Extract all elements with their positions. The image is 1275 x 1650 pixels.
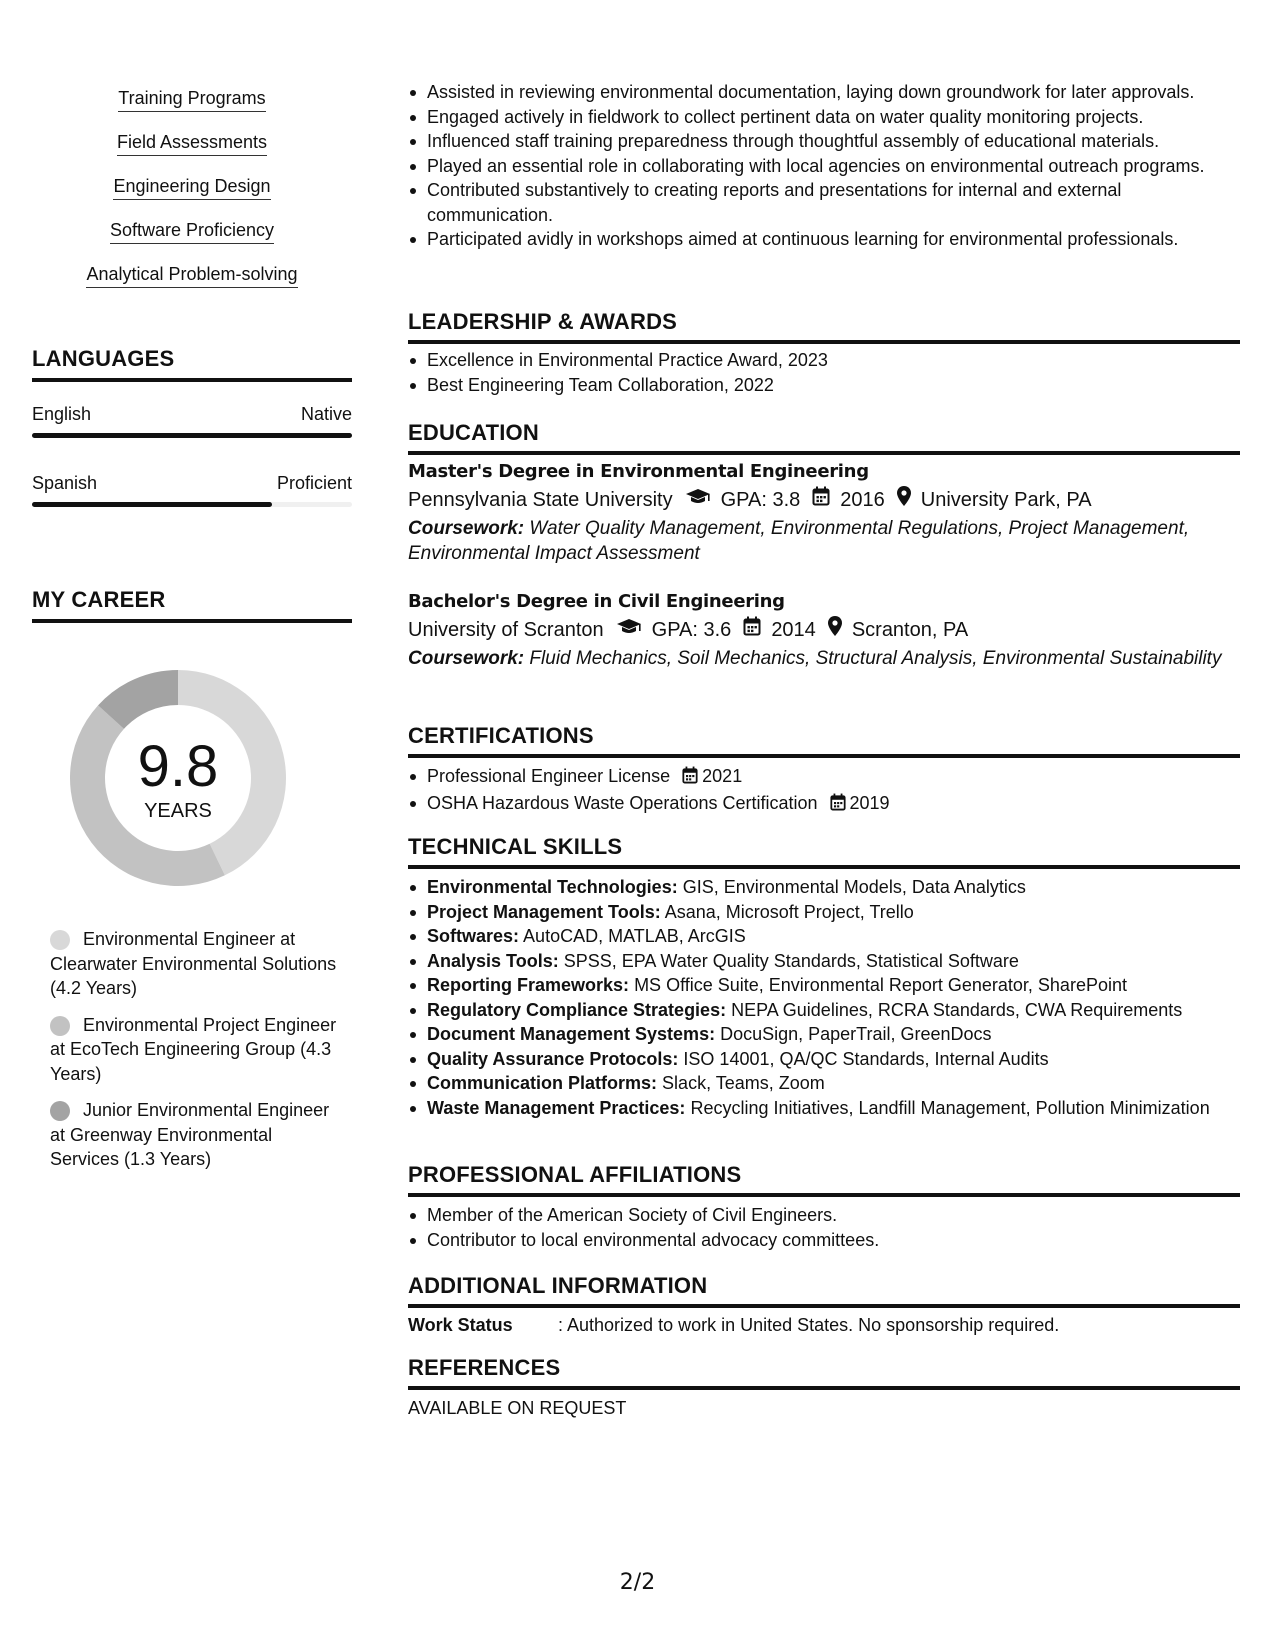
work-status-row <box>408 1315 1059 1336</box>
language-row <box>32 473 352 494</box>
degree-title: Master's Degree in Environmental Engineering <box>408 461 869 482</box>
skill-values: DocuSign, PaperTrail, GreenDocs <box>720 1024 992 1044</box>
education-heading: EDUCATION <box>408 420 1240 455</box>
education-entry <box>408 459 1240 566</box>
certification-name: OSHA Hazardous Waste Operations Certification <box>427 792 818 813</box>
career-donut-chart <box>65 665 291 891</box>
experience-bullet: Participated avidly in workshops aimed at continuous learning for environmental professionals. <box>408 227 1240 252</box>
skill-tag: Analytical Problem-solving <box>86 264 297 288</box>
education-meta <box>408 615 1240 645</box>
affiliation-item: Member of the American Society of Civil Engineers. <box>408 1203 879 1228</box>
experience-bullet: Contributed substantively to creating reports and presentations for internal and external communication. <box>408 178 1240 227</box>
calendar-icon <box>743 615 761 645</box>
skill-category: Project Management Tools: <box>427 901 661 922</box>
award-item: Best Engineering Team Collaboration, 2022 <box>408 373 828 398</box>
certification-item <box>408 764 890 791</box>
degree-title: Bachelor's Degree in Civil Engineering <box>408 591 785 612</box>
skill-values: MS Office Suite, Environmental Report Generator, SharePoint <box>634 975 1127 995</box>
award-item: Excellence in Environmental Practice Award, 2023 <box>408 348 828 373</box>
calendar-icon <box>812 485 830 515</box>
skill-values: NEPA Guidelines, RCRA Standards, CWA Requirements <box>731 999 1183 1020</box>
technical-skills-heading: TECHNICAL SKILLS <box>408 834 1240 869</box>
experience-bullet: Played an essential role in collaborating with local agencies on environmental outreach programs. <box>408 154 1240 179</box>
technical-skill-item <box>408 973 1248 998</box>
skill-values: SPSS, EPA Water Quality Standards, Statistical Software <box>563 950 1019 971</box>
language-proficiency-fill <box>32 502 272 507</box>
graduation-year: 2014 <box>771 619 816 641</box>
languages-heading: LANGUAGES <box>32 346 352 382</box>
affiliations-heading: PROFESSIONAL AFFILIATIONS <box>408 1162 1240 1197</box>
location-pin-icon <box>828 615 842 645</box>
certification-year: 2021 <box>702 766 743 786</box>
career-total-unit: YEARS <box>144 800 212 822</box>
references-heading: REFERENCES <box>408 1355 1240 1390</box>
school-name: Pennsylvania State University <box>408 489 673 511</box>
gpa: GPA: 3.8 <box>720 489 801 511</box>
legend-color-dot <box>50 930 70 950</box>
affiliation-item: Contributor to local environmental advocacy committees. <box>408 1228 879 1253</box>
certification-item <box>408 791 890 818</box>
calendar-icon <box>682 766 698 791</box>
certification-name: Professional Engineer License <box>427 766 671 786</box>
skill-category: Waste Management Practices: <box>427 1097 686 1118</box>
skill-values: Recycling Initiatives, Landfill Management, Pollution Minimization <box>690 1097 1210 1118</box>
legend-color-dot <box>50 1016 70 1036</box>
language-row <box>32 404 352 425</box>
language-proficiency-bar <box>32 433 352 438</box>
technical-skill-item <box>408 900 1248 925</box>
page-number: 2/2 <box>619 1570 656 1595</box>
leadership-list <box>408 348 828 397</box>
coursework-list: Fluid Mechanics, Soil Mechanics, Structural Analysis, Environmental Sustainability <box>529 648 1222 669</box>
experience-bullet: Influenced staff training preparedness through thoughtful assembly of educational materials. <box>408 129 1240 154</box>
coursework-label: Coursework: <box>408 648 525 669</box>
career-legend-label: Environmental Project Engineer at EcoTech Engineering Group (4.3 Years) <box>50 1014 337 1084</box>
career-legend <box>50 927 340 1184</box>
career-legend-item <box>50 1098 340 1172</box>
education-meta <box>408 485 1240 515</box>
calendar-icon <box>830 793 846 818</box>
language-level: Proficient <box>276 473 352 493</box>
skill-values: Slack, Teams, Zoom <box>662 1073 825 1093</box>
school-name: University of Scranton <box>408 619 604 641</box>
technical-skill-item <box>408 998 1248 1023</box>
technical-skill-item <box>408 875 1248 900</box>
career-legend-label: Environmental Engineer at Clearwater Environmental Solutions (4.2 Years) <box>50 929 337 998</box>
technical-skill-item <box>408 1022 1248 1047</box>
technical-skill-item <box>408 1047 1248 1072</box>
school-location: University Park, PA <box>920 489 1092 511</box>
work-status-value: : Authorized to work in United States. No sponsorship required. <box>558 1315 1060 1335</box>
career-legend-item <box>50 927 340 1001</box>
technical-skill-item <box>408 1071 1248 1096</box>
skill-values: Asana, Microsoft Project, Trello <box>664 901 914 922</box>
skill-category: Reporting Frameworks: <box>427 975 630 995</box>
skill-category: Communication Platforms: <box>427 1073 658 1093</box>
skill-values: AutoCAD, MATLAB, ArcGIS <box>523 926 746 946</box>
gpa: GPA: 3.6 <box>651 619 732 641</box>
skill-category: Regulatory Compliance Strategies: <box>427 999 727 1020</box>
coursework <box>408 517 1240 566</box>
work-status-label: Work Status <box>408 1315 513 1335</box>
career-heading: MY CAREER <box>32 587 352 623</box>
legend-color-dot <box>50 1101 70 1121</box>
technical-skill-item <box>408 1096 1248 1121</box>
language-proficiency-fill <box>32 433 352 438</box>
experience-bullets <box>408 80 1240 252</box>
skill-tag: Engineering Design <box>113 176 270 200</box>
skill-values: ISO 14001, QA/QC Standards, Internal Audits <box>683 1048 1049 1069</box>
experience-bullet: Engaged actively in fieldwork to collect pertinent data on water quality monitoring projects. <box>408 105 1240 130</box>
additional-info-heading: ADDITIONAL INFORMATION <box>408 1273 1240 1308</box>
language-name: Spanish <box>32 473 98 493</box>
certifications-list <box>408 764 890 817</box>
coursework-list: Water Quality Management, Environmental Regulations, Project Management, Environmental Impact Assessment <box>408 518 1190 564</box>
school-location: Scranton, PA <box>851 619 969 641</box>
technical-skill-item <box>408 924 1248 949</box>
career-total-years: 9.8 <box>137 734 219 799</box>
education-entry <box>408 589 1240 672</box>
graduation-year: 2016 <box>840 489 885 511</box>
language-name: English <box>32 404 92 424</box>
technical-skills-list <box>408 875 1248 1120</box>
skill-values: GIS, Environmental Models, Data Analytics <box>682 877 1026 897</box>
skill-category: Analysis Tools: <box>427 950 559 971</box>
skill-category: Quality Assurance Protocols: <box>427 1048 679 1069</box>
skill-tag: Training Programs <box>118 88 265 112</box>
certification-year: 2019 <box>849 792 890 813</box>
skill-tag: Field Assessments <box>117 132 267 156</box>
skill-category: Softwares: <box>427 926 520 946</box>
technical-skill-item <box>408 949 1248 974</box>
graduation-cap-icon <box>616 615 642 645</box>
graduation-cap-icon <box>685 485 711 515</box>
references-text: AVAILABLE ON REQUEST <box>408 1398 627 1418</box>
skill-tags <box>32 88 352 308</box>
certifications-heading: CERTIFICATIONS <box>408 723 1240 758</box>
experience-bullet: Assisted in reviewing environmental documentation, laying down groundwork for later approvals. <box>408 80 1240 105</box>
location-pin-icon <box>897 485 911 515</box>
skill-category: Document Management Systems: <box>427 1024 716 1044</box>
leadership-heading: LEADERSHIP & AWARDS <box>408 309 1240 344</box>
affiliations-list <box>408 1203 879 1252</box>
career-legend-item <box>50 1013 340 1087</box>
coursework <box>408 647 1240 672</box>
coursework-label: Coursework: <box>408 518 525 539</box>
skill-category: Environmental Technologies: <box>427 877 678 897</box>
skill-tag: Software Proficiency <box>110 220 274 244</box>
language-level: Native <box>300 404 352 424</box>
career-legend-label: Junior Environmental Engineer at Greenway Environmental Services (1.3 Years) <box>50 1100 330 1169</box>
language-proficiency-bar <box>32 502 352 507</box>
